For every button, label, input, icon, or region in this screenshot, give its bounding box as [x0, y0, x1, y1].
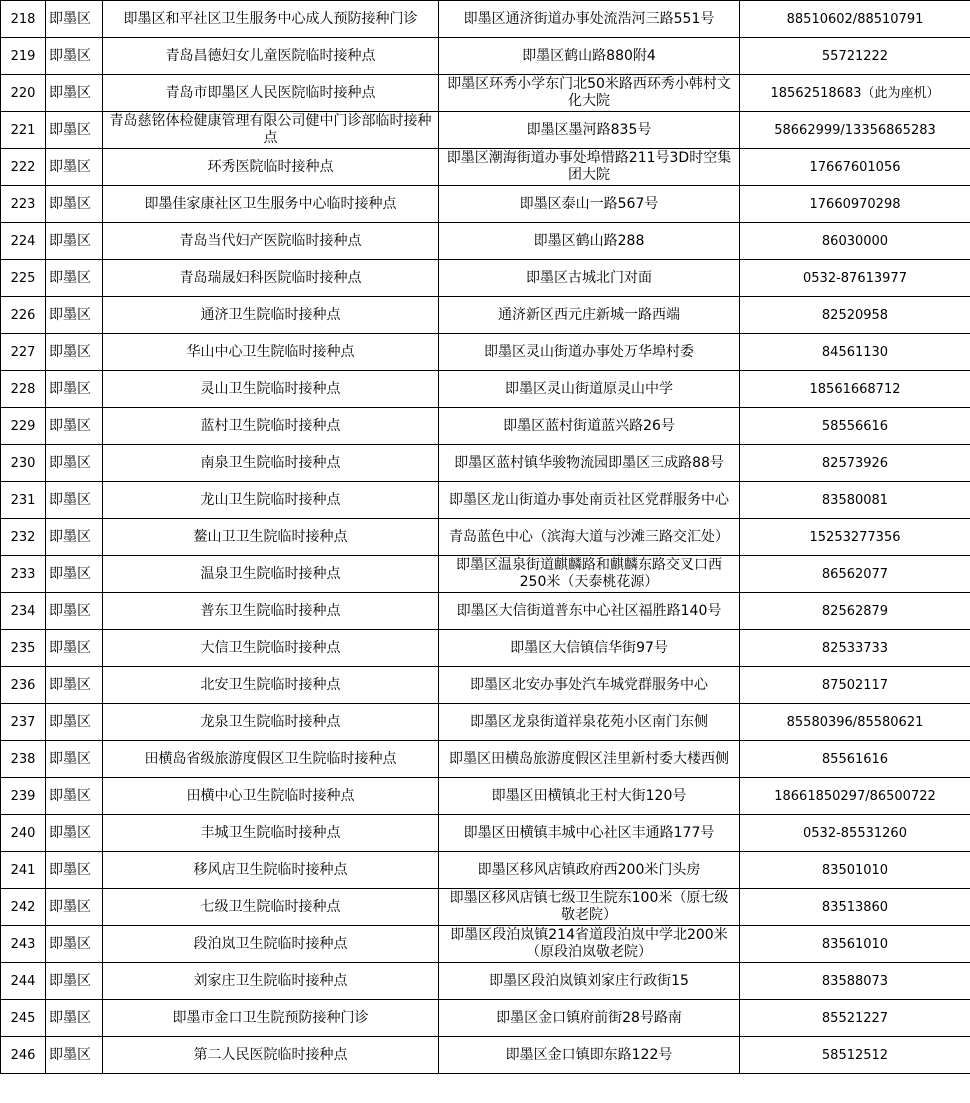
table-row	[1, 556, 970, 593]
district-cell: 即墨区	[46, 223, 103, 260]
row-number: 236	[1, 667, 46, 704]
site-name-cell: 通济卫生院临时接种点	[103, 297, 439, 334]
address-cell: 即墨区段泊岚镇刘家庄行政街15	[439, 963, 740, 1000]
table-row	[1, 186, 970, 223]
phone-cell: 86030000	[740, 223, 970, 260]
table-row	[1, 704, 970, 741]
table-row	[1, 223, 970, 260]
table-row	[1, 445, 970, 482]
table-row	[1, 926, 970, 963]
phone-cell: 17667601056	[740, 149, 970, 186]
site-name-cell: 大信卫生院临时接种点	[103, 630, 439, 667]
phone-cell: 86562077	[740, 556, 970, 593]
address-cell: 即墨区鹤山路880附4	[439, 38, 740, 75]
phone-cell: 85521227	[740, 1000, 970, 1037]
site-name-cell: 普东卫生院临时接种点	[103, 593, 439, 630]
district-cell: 即墨区	[46, 112, 103, 149]
table-row	[1, 260, 970, 297]
district-cell: 即墨区	[46, 1000, 103, 1037]
table-row	[1, 408, 970, 445]
site-name-cell: 环秀医院临时接种点	[103, 149, 439, 186]
row-number: 237	[1, 704, 46, 741]
address-cell: 即墨区移风店镇政府西200米门头房	[439, 852, 740, 889]
address-cell: 通济新区西元庄新城一路西端	[439, 297, 740, 334]
phone-cell: 83588073	[740, 963, 970, 1000]
district-cell: 即墨区	[46, 260, 103, 297]
row-number: 239	[1, 778, 46, 815]
phone-cell: 15253277356	[740, 519, 970, 556]
phone-cell: 55721222	[740, 38, 970, 75]
district-cell: 即墨区	[46, 926, 103, 963]
phone-cell: 0532-87613977	[740, 260, 970, 297]
site-name-cell: 段泊岚卫生院临时接种点	[103, 926, 439, 963]
district-cell: 即墨区	[46, 963, 103, 1000]
district-cell: 即墨区	[46, 556, 103, 593]
row-number: 242	[1, 889, 46, 926]
site-name-cell: 龙山卫生院临时接种点	[103, 482, 439, 519]
table-row	[1, 778, 970, 815]
site-name-cell: 鳌山卫卫生院临时接种点	[103, 519, 439, 556]
district-cell: 即墨区	[46, 371, 103, 408]
phone-cell: 0532-85531260	[740, 815, 970, 852]
phone-cell: 83580081	[740, 482, 970, 519]
district-cell: 即墨区	[46, 519, 103, 556]
site-name-cell: 南泉卫生院临时接种点	[103, 445, 439, 482]
phone-cell: 82533733	[740, 630, 970, 667]
address-cell: 即墨区墨河路835号	[439, 112, 740, 149]
table-row	[1, 482, 970, 519]
table-row	[1, 149, 970, 186]
site-name-cell: 青岛当代妇产医院临时接种点	[103, 223, 439, 260]
phone-cell: 18661850297/86500722	[740, 778, 970, 815]
row-number: 240	[1, 815, 46, 852]
district-cell: 即墨区	[46, 630, 103, 667]
table-row	[1, 1000, 970, 1037]
address-cell: 即墨区田横岛旅游度假区洼里新村委大楼西侧	[439, 741, 740, 778]
row-number: 222	[1, 149, 46, 186]
address-cell: 即墨区古城北门对面	[439, 260, 740, 297]
row-number: 223	[1, 186, 46, 223]
site-name-cell: 田横岛省级旅游度假区卫生院临时接种点	[103, 741, 439, 778]
site-name-cell: 青岛昌德妇女儿童医院临时接种点	[103, 38, 439, 75]
district-cell: 即墨区	[46, 149, 103, 186]
site-name-cell: 华山中心卫生院临时接种点	[103, 334, 439, 371]
table-row	[1, 297, 970, 334]
district-cell: 即墨区	[46, 593, 103, 630]
phone-cell: 87502117	[740, 667, 970, 704]
address-cell: 即墨区龙山街道办事处南贡社区党群服务中心	[439, 482, 740, 519]
district-cell: 即墨区	[46, 815, 103, 852]
phone-cell: 58512512	[740, 1037, 970, 1074]
district-cell: 即墨区	[46, 1037, 103, 1074]
phone-cell: 84561130	[740, 334, 970, 371]
phone-cell: 85580396/85580621	[740, 704, 970, 741]
row-number: 231	[1, 482, 46, 519]
address-cell: 即墨区移风店镇七级卫生院东100米（原七级敬老院）	[439, 889, 740, 926]
row-number: 235	[1, 630, 46, 667]
address-cell: 即墨区鹤山路288	[439, 223, 740, 260]
table-row	[1, 889, 970, 926]
site-name-cell: 温泉卫生院临时接种点	[103, 556, 439, 593]
district-cell: 即墨区	[46, 445, 103, 482]
row-number: 230	[1, 445, 46, 482]
address-cell: 即墨区段泊岚镇214省道段泊岚中学北200米（原段泊岚敬老院）	[439, 926, 740, 963]
address-cell: 即墨区环秀小学东门北50米路西环秀小韩村文化大院	[439, 75, 740, 112]
district-cell: 即墨区	[46, 408, 103, 445]
phone-cell: 17660970298	[740, 186, 970, 223]
address-cell: 即墨区龙泉街道祥泉花苑小区南门东侧	[439, 704, 740, 741]
table-row	[1, 519, 970, 556]
table-row	[1, 112, 970, 149]
district-cell: 即墨区	[46, 297, 103, 334]
address-cell: 即墨区北安办事处汽车城党群服务中心	[439, 667, 740, 704]
table-row	[1, 75, 970, 112]
address-cell: 即墨区金口镇即东路122号	[439, 1037, 740, 1074]
table-row	[1, 593, 970, 630]
table-row	[1, 630, 970, 667]
row-number: 246	[1, 1037, 46, 1074]
table-row	[1, 741, 970, 778]
district-cell: 即墨区	[46, 1, 103, 38]
table-row	[1, 667, 970, 704]
site-name-cell: 移风店卫生院临时接种点	[103, 852, 439, 889]
site-name-cell: 龙泉卫生院临时接种点	[103, 704, 439, 741]
row-number: 219	[1, 38, 46, 75]
district-cell: 即墨区	[46, 75, 103, 112]
site-name-cell: 蓝村卫生院临时接种点	[103, 408, 439, 445]
phone-cell: 85561616	[740, 741, 970, 778]
address-cell: 即墨区田横镇北王村大街120号	[439, 778, 740, 815]
district-cell: 即墨区	[46, 667, 103, 704]
site-name-cell: 丰城卫生院临时接种点	[103, 815, 439, 852]
site-name-cell: 即墨区和平社区卫生服务中心成人预防接种门诊	[103, 1, 439, 38]
site-name-cell: 刘家庄卫生院临时接种点	[103, 963, 439, 1000]
row-number: 234	[1, 593, 46, 630]
row-number: 241	[1, 852, 46, 889]
row-number: 229	[1, 408, 46, 445]
row-number: 225	[1, 260, 46, 297]
row-number: 228	[1, 371, 46, 408]
site-name-cell: 即墨佳家康社区卫生服务中心临时接种点	[103, 186, 439, 223]
site-name-cell: 第二人民医院临时接种点	[103, 1037, 439, 1074]
phone-cell: 18562518683（此为座机）	[740, 75, 970, 112]
phone-cell: 83513860	[740, 889, 970, 926]
row-number: 244	[1, 963, 46, 1000]
phone-cell: 58556616	[740, 408, 970, 445]
address-cell: 即墨区灵山街道办事处万华埠村委	[439, 334, 740, 371]
site-name-cell: 即墨市金口卫生院预防接种门诊	[103, 1000, 439, 1037]
site-name-cell: 青岛市即墨区人民医院临时接种点	[103, 75, 439, 112]
table-row	[1, 1, 970, 38]
row-number: 226	[1, 297, 46, 334]
district-cell: 即墨区	[46, 889, 103, 926]
row-number: 224	[1, 223, 46, 260]
phone-cell: 58662999/13356865283	[740, 112, 970, 149]
row-number: 227	[1, 334, 46, 371]
district-cell: 即墨区	[46, 704, 103, 741]
district-cell: 即墨区	[46, 186, 103, 223]
row-number: 233	[1, 556, 46, 593]
phone-cell: 82573926	[740, 445, 970, 482]
phone-cell: 83501010	[740, 852, 970, 889]
table-row	[1, 334, 970, 371]
address-cell: 即墨区通济街道办事处流浩河三路551号	[439, 1, 740, 38]
row-number: 243	[1, 926, 46, 963]
site-name-cell: 北安卫生院临时接种点	[103, 667, 439, 704]
row-number: 238	[1, 741, 46, 778]
address-cell: 即墨区蓝村镇华骏物流园即墨区三成路88号	[439, 445, 740, 482]
address-cell: 即墨区田横镇丰城中心社区丰通路177号	[439, 815, 740, 852]
row-number: 245	[1, 1000, 46, 1037]
address-cell: 即墨区大信街道普东中心社区福胜路140号	[439, 593, 740, 630]
address-cell: 即墨区潮海街道办事处埠惜路211号3D时空集团大院	[439, 149, 740, 186]
address-cell: 即墨区温泉街道麒麟路和麒麟东路交叉口西250米（天泰桃花源）	[439, 556, 740, 593]
table-row	[1, 815, 970, 852]
row-number: 220	[1, 75, 46, 112]
district-cell: 即墨区	[46, 778, 103, 815]
row-number: 232	[1, 519, 46, 556]
row-number: 218	[1, 1, 46, 38]
phone-cell: 83561010	[740, 926, 970, 963]
site-name-cell: 田横中心卫生院临时接种点	[103, 778, 439, 815]
table-row	[1, 1037, 970, 1074]
phone-cell: 88510602/88510791	[740, 1, 970, 38]
address-cell: 即墨区蓝村街道蓝兴路26号	[439, 408, 740, 445]
site-name-cell: 青岛慈铭体检健康管理有限公司健中门诊部临时接种点	[103, 112, 439, 149]
phone-cell: 82520958	[740, 297, 970, 334]
site-name-cell: 青岛瑞晟妇科医院临时接种点	[103, 260, 439, 297]
district-cell: 即墨区	[46, 38, 103, 75]
address-cell: 即墨区金口镇府前街28号路南	[439, 1000, 740, 1037]
phone-cell: 18561668712	[740, 371, 970, 408]
table-row	[1, 38, 970, 75]
row-number: 221	[1, 112, 46, 149]
address-cell: 即墨区大信镇信华街97号	[439, 630, 740, 667]
district-cell: 即墨区	[46, 741, 103, 778]
district-cell: 即墨区	[46, 482, 103, 519]
district-cell: 即墨区	[46, 334, 103, 371]
site-name-cell: 七级卫生院临时接种点	[103, 889, 439, 926]
address-cell: 即墨区泰山一路567号	[439, 186, 740, 223]
table-row	[1, 371, 970, 408]
table-row	[1, 963, 970, 1000]
address-cell: 即墨区灵山街道原灵山中学	[439, 371, 740, 408]
address-cell: 青岛蓝色中心（滨海大道与沙滩三路交汇处）	[439, 519, 740, 556]
table-body	[1, 1, 970, 1074]
table-row	[1, 852, 970, 889]
phone-cell: 82562879	[740, 593, 970, 630]
site-name-cell: 灵山卫生院临时接种点	[103, 371, 439, 408]
district-cell: 即墨区	[46, 852, 103, 889]
